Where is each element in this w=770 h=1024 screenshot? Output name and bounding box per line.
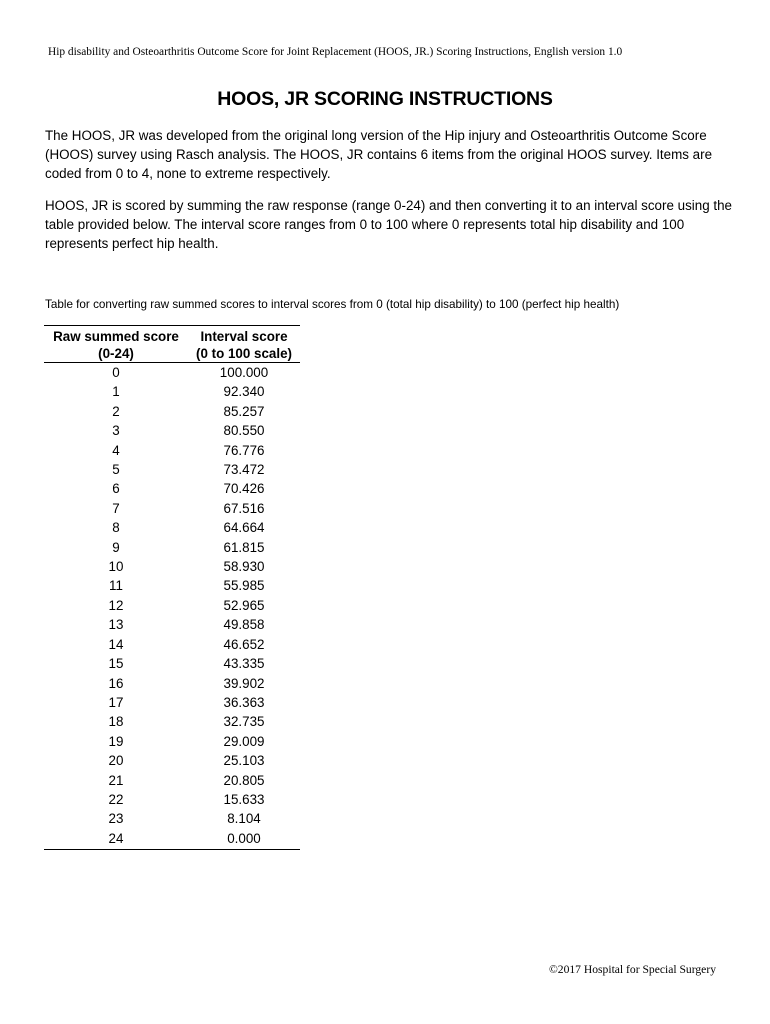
interval-score-cell: 0.000 bbox=[188, 829, 300, 850]
interval-score-cell: 25.103 bbox=[223, 753, 265, 769]
interval-score-cell: 29.009 bbox=[223, 733, 265, 749]
interval-score-cell: 58.930 bbox=[223, 559, 265, 575]
table-row bbox=[44, 809, 300, 828]
interval-score-cell: 32.735 bbox=[223, 714, 265, 730]
table-row bbox=[44, 382, 300, 401]
table-row bbox=[44, 790, 300, 809]
raw-score-cell: 22 bbox=[108, 791, 124, 807]
interval-score-cell: 70.426 bbox=[223, 481, 265, 497]
table-row bbox=[44, 654, 300, 673]
table-row bbox=[44, 402, 300, 421]
scoring-paragraph: HOOS, JR is scored by summing the raw response (range 0-24) and then converting it to an interval score using the table provided below. The interval score ranges from 0 to 100 where 0 represents total hip disability and 100 represents perfect hip health. bbox=[45, 198, 732, 252]
table-row bbox=[44, 674, 300, 693]
raw-score-cell: 18 bbox=[108, 714, 124, 730]
raw-score-cell: 15 bbox=[108, 656, 124, 672]
table-row bbox=[44, 693, 300, 712]
table-row bbox=[44, 460, 300, 479]
interval-score-cell: 92.340 bbox=[223, 384, 265, 400]
intro-paragraph: The HOOS, JR was developed from the original long version of the Hip injury and Osteoarthritis Outcome Score (HOOS) survey using Rasch analysis. The HOOS, JR contains 6 items from the original HOOS survey. Items are coded from 0 to 4, none to extreme respectively. bbox=[45, 128, 713, 182]
raw-score-cell: 21 bbox=[108, 772, 124, 788]
table-row bbox=[44, 557, 300, 576]
interval-score-cell: 49.858 bbox=[223, 617, 265, 633]
table-row bbox=[44, 499, 300, 518]
raw-score-range-header: (0-24) bbox=[44, 345, 188, 363]
raw-score-cell: 10 bbox=[108, 559, 124, 575]
raw-score-cell: 7 bbox=[112, 500, 120, 516]
table-row bbox=[44, 538, 300, 557]
interval-score-cell: 85.257 bbox=[223, 403, 265, 419]
table-row bbox=[44, 751, 300, 770]
interval-score-cell: 8.104 bbox=[227, 811, 261, 827]
interval-score-cell: 46.652 bbox=[223, 636, 265, 652]
raw-score-cell: 17 bbox=[108, 694, 124, 710]
interval-score-header: Interval score bbox=[188, 326, 300, 346]
document-header: Hip disability and Osteoarthritis Outcome Score for Joint Replacement (HOOS, JR.) Scoring Instructions, English version 1.0 bbox=[48, 46, 623, 58]
table-row bbox=[44, 421, 300, 440]
table-row bbox=[44, 363, 300, 383]
raw-score-cell: 2 bbox=[112, 403, 120, 419]
raw-score-cell: 12 bbox=[108, 597, 124, 613]
interval-score-cell: 80.550 bbox=[223, 423, 265, 439]
interval-score-cell: 55.985 bbox=[223, 578, 265, 594]
interval-score-cell: 15.633 bbox=[223, 791, 265, 807]
raw-score-cell: 5 bbox=[112, 462, 120, 478]
copyright-footer: ©2017 Hospital for Special Surgery bbox=[548, 963, 716, 976]
raw-score-cell: 0 bbox=[112, 365, 120, 380]
raw-score-cell: 11 bbox=[109, 578, 123, 594]
table-row bbox=[44, 732, 300, 751]
table-row bbox=[44, 635, 300, 654]
raw-score-cell: 19 bbox=[108, 733, 124, 749]
raw-score-cell: 13 bbox=[108, 617, 124, 633]
interval-score-cell: 73.472 bbox=[223, 462, 265, 478]
raw-score-cell: 9 bbox=[112, 539, 120, 555]
interval-score-cell: 100.000 bbox=[219, 365, 269, 380]
table-row bbox=[44, 615, 300, 634]
raw-score-cell: 1 bbox=[112, 384, 120, 400]
raw-score-cell: 8 bbox=[112, 520, 120, 536]
raw-score-cell: 6 bbox=[112, 481, 120, 497]
raw-score-header: Raw summed score bbox=[44, 326, 188, 346]
interval-score-cell: 36.363 bbox=[223, 694, 265, 710]
raw-score-cell: 24 bbox=[44, 829, 188, 850]
table-row bbox=[44, 596, 300, 615]
table-row bbox=[44, 518, 300, 537]
interval-score-cell: 76.776 bbox=[223, 442, 265, 458]
table-header bbox=[44, 326, 300, 363]
table-row bbox=[44, 441, 300, 460]
interval-score-cell: 52.965 bbox=[223, 597, 265, 613]
raw-score-cell: 20 bbox=[108, 753, 124, 769]
table-row bbox=[44, 771, 300, 790]
table-row bbox=[44, 576, 300, 595]
table-row bbox=[44, 829, 300, 850]
table-row bbox=[44, 479, 300, 498]
header-subrow bbox=[44, 345, 300, 363]
header-row bbox=[44, 326, 300, 346]
raw-score-cell: 23 bbox=[108, 811, 124, 827]
interval-score-cell: 64.664 bbox=[223, 520, 265, 536]
conversion-table bbox=[44, 325, 300, 850]
raw-score-cell: 4 bbox=[112, 442, 120, 458]
interval-score-cell: 20.805 bbox=[223, 772, 265, 788]
page-title: HOOS, JR SCORING INSTRUCTIONS bbox=[217, 88, 553, 110]
table-caption: Table for converting raw summed scores to interval scores from 0 (total hip disability) to 100 (perfect hip health) bbox=[45, 298, 620, 311]
raw-score-cell: 14 bbox=[108, 636, 124, 652]
interval-score-cell: 43.335 bbox=[223, 656, 265, 672]
raw-score-cell: 3 bbox=[112, 423, 120, 439]
interval-scale-header: (0 to 100 scale) bbox=[188, 345, 300, 363]
interval-score-cell: 67.516 bbox=[223, 500, 265, 516]
interval-score-cell: 39.902 bbox=[223, 675, 265, 691]
interval-score-cell: 61.815 bbox=[223, 539, 265, 555]
raw-score-cell: 16 bbox=[108, 675, 124, 691]
table-row bbox=[44, 712, 300, 731]
table-body bbox=[44, 363, 300, 850]
